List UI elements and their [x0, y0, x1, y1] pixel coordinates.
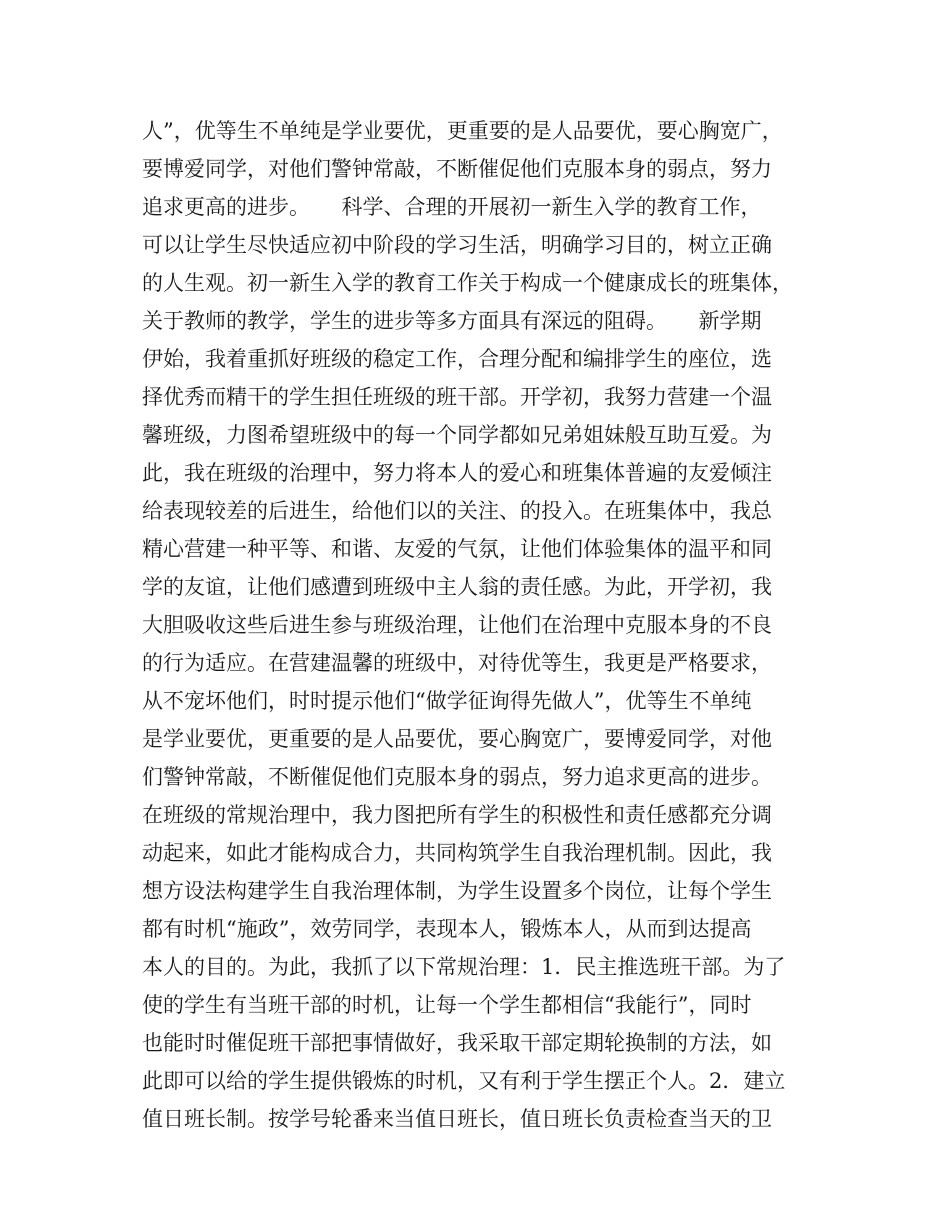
text-line: 择优秀而精干的学生担任班级的班干部。开学初，我努力营建一个温: [142, 385, 772, 409]
body-text: [142, 112, 822, 1138]
text-line: 要博爱同学，对他们警钟常敲，不断催促他们克服本身的弱点，努力: [142, 157, 772, 181]
text-line: 值日班长制。按学号轮番来当值日班长，值日班长负责检查当天的卫: [142, 1107, 772, 1131]
text-line: 大胆吸收这些后进生参与班级治理，让他们在治理中克服本身的不良: [142, 613, 772, 637]
text-line: 想方设法构建学生自我治理体制，为学生设置多个岗位，让每个学生: [142, 879, 772, 903]
text-line: 可以让学生尽快适应初中阶段的学习生活，明确学习目的，树立正确: [142, 233, 772, 257]
text-line: 此，我在班级的治理中，努力将本人的爱心和班集体普遍的友爱倾注: [142, 461, 772, 485]
text-line: 伊始，我着重抓好班级的稳定工作，合理分配和编排学生的座位，选: [142, 347, 772, 371]
text-line: 从不宠坏他们，时时提示他们“做学征询得先做人”，优等生不单纯: [142, 689, 752, 713]
text-line: 关于教师的教学，学生的进步等多方面具有深远的阻碍。 新学期: [142, 309, 762, 333]
text-line: 本人的目的。为此，我抓了以下常规治理：1．民主推选班干部。为了: [142, 955, 786, 979]
text-line: 都有时机“施政”，效劳同学，表现本人，锻炼本人，从而到达提高: [142, 917, 752, 941]
text-line: 追求更高的进步。 科学、合理的开展初一新生入学的教育工作，: [142, 195, 762, 219]
text-line: 精心营建一种平等、和谐、友爱的气氛，让他们体验集体的温平和同: [142, 537, 772, 561]
text-line: 此即可以给的学生提供锻炼的时机，又有利于学生摆正个人。2．建立: [142, 1069, 786, 1093]
text-line: 使的学生有当班干部的时机，让每一个学生都相信“我能行”，同时: [142, 993, 752, 1017]
text-line: 人”，优等生不单纯是学业要优，更重要的是人品要优，要心胸宽广，: [142, 119, 783, 143]
text-line: 在班级的常规治理中，我力图把所有学生的积极性和责任感都充分调: [142, 803, 772, 827]
text-line: 也能时时催促班干部把事情做好，我采取干部定期轮换制的方法，如: [142, 1031, 772, 1055]
text-line: 们警钟常敲，不断催促他们克服本身的弱点，努力追求更高的进步。: [142, 765, 772, 789]
text-line: 的行为适应。在营建温馨的班级中，对待优等生，我更是严格要求，: [142, 651, 772, 675]
text-line: 的人生观。初一新生入学的教育工作关于构成一个健康成长的班集体，: [142, 271, 793, 295]
text-line: 动起来，如此才能构成合力，共同构筑学生自我治理机制。因此，我: [142, 841, 772, 865]
text-line: 给表现较差的后进生，给他们以的关注、的投入。在班集体中，我总: [142, 499, 772, 523]
text-line: 馨班级，力图希望班级中的每一个同学都如兄弟姐妹般互助互爱。为: [142, 423, 772, 447]
text-line: 学的友谊，让他们感遭到班级中主人翁的责任感。为此，开学初，我: [142, 575, 772, 599]
text-line: 是学业要优，更重要的是人品要优，要心胸宽广，要博爱同学，对他: [142, 727, 772, 751]
